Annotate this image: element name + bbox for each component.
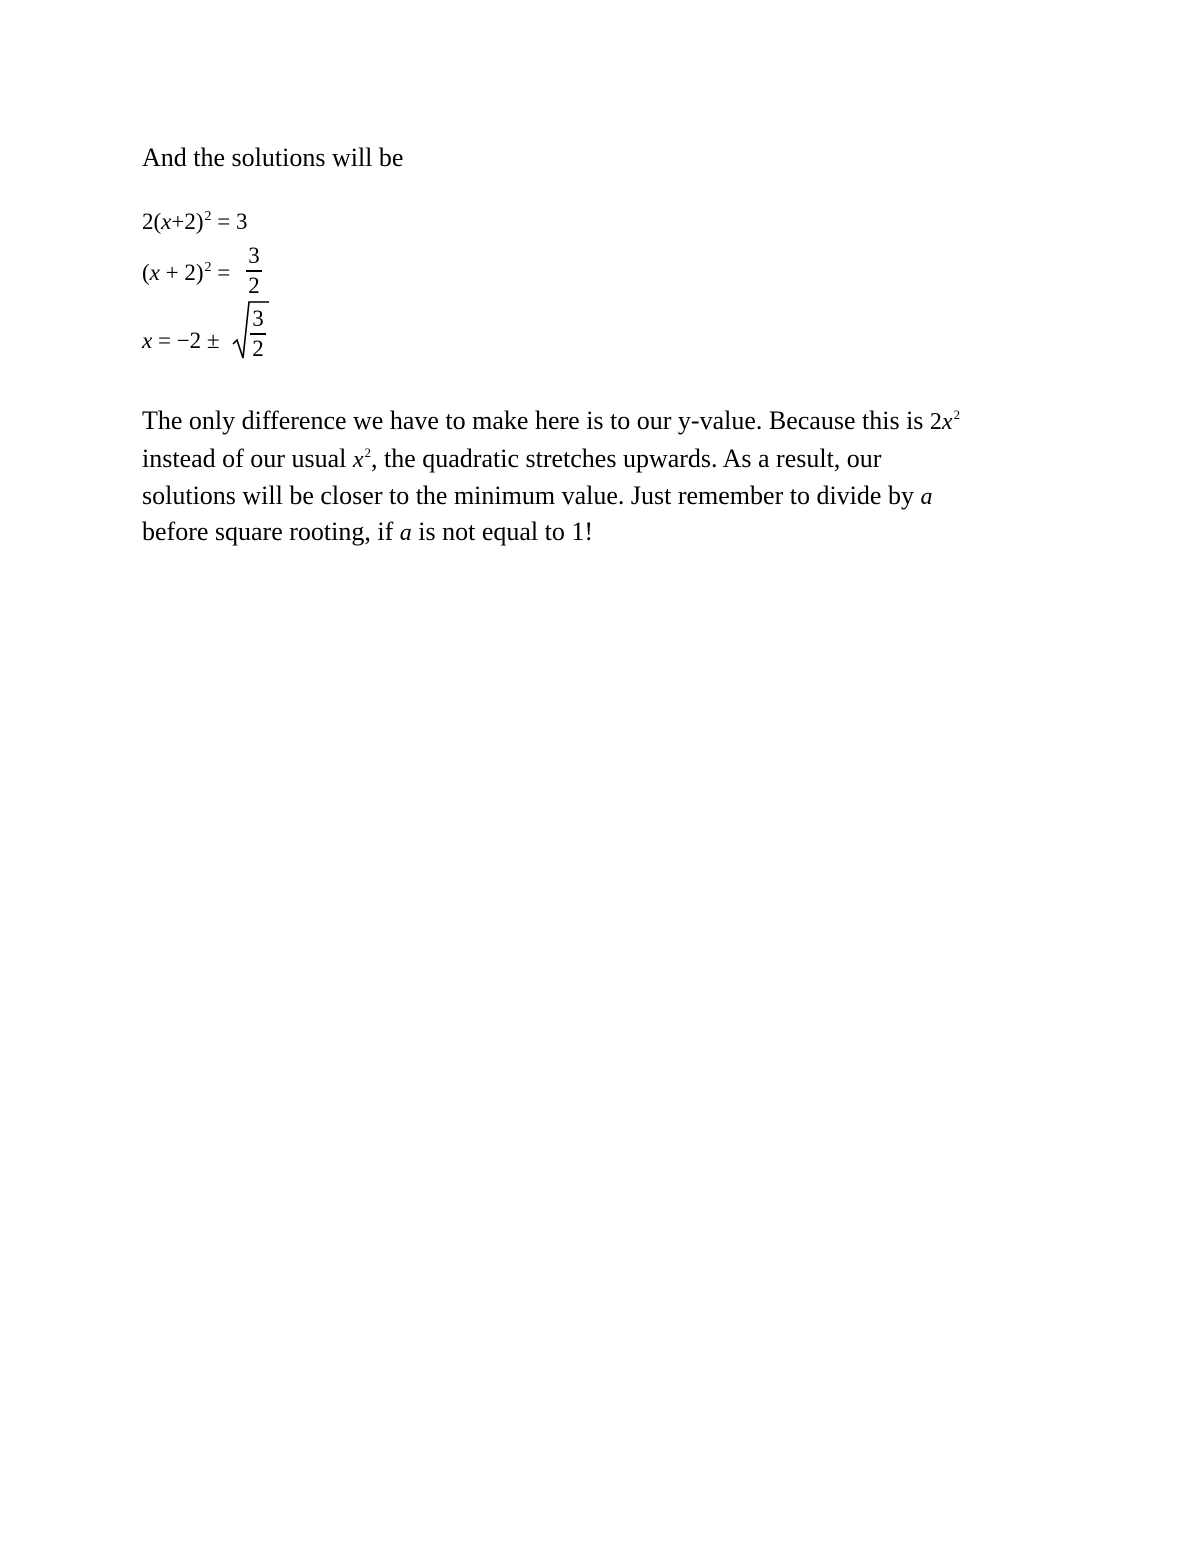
eq1-two: 2)	[184, 209, 204, 234]
eq1-rhs: = 3	[211, 209, 248, 234]
eq1-plus: +	[171, 209, 185, 234]
eq2-eq: =	[211, 260, 231, 285]
paragraph-line-2	[142, 442, 1062, 480]
paragraph-line-4-text-a: before square rooting, if	[142, 516, 400, 546]
eq1-var: x	[161, 209, 172, 234]
inline-var-a-2: a	[399, 519, 412, 546]
equation-1	[142, 209, 248, 235]
paragraph-line-1	[142, 404, 1062, 442]
eq2-fraction	[245, 244, 263, 298]
inline-math-x2-exponent: 2	[364, 444, 371, 460]
paragraph-line-4-text-b: is not equal to 1!	[411, 516, 594, 546]
eq1-coef: 2(	[142, 209, 162, 234]
equation-2	[142, 243, 260, 298]
eq2-two: 2)	[184, 260, 204, 285]
eq2-exponent: 2	[204, 260, 212, 275]
eq3-rhs: = −2 ±	[152, 328, 220, 353]
eq3-fraction	[249, 307, 267, 361]
inline-math-x2	[352, 444, 371, 473]
inline-math-exponent: 2	[953, 407, 961, 422]
inline-math-var: x	[941, 409, 953, 435]
explanation-paragraph	[142, 404, 1062, 550]
eq3-numerator: 3	[252, 306, 264, 331]
inline-var-a-1: a	[920, 484, 933, 510]
paragraph-line-2-text-a: instead of our usual	[142, 443, 353, 473]
eq2-var: x	[149, 260, 160, 285]
paragraph-line-4	[142, 515, 1062, 551]
eq2-numerator: 3	[248, 243, 260, 268]
paragraph-line-2-text-b: , the quadratic stretches upwards. As a result, our	[371, 443, 882, 473]
eq2-fraction-bar	[246, 270, 262, 272]
eq3-denominator: 2	[252, 335, 264, 361]
eq2-open: (	[142, 260, 150, 285]
inline-math-coef: 2	[929, 409, 942, 435]
eq1-exponent: 2	[204, 209, 212, 224]
equation-3	[142, 306, 264, 361]
eq3-var: x	[142, 328, 153, 353]
paragraph-line-3	[142, 479, 1062, 515]
paragraph-line-1-text: The only difference we have to make here is to our y-value. Because this is	[142, 406, 930, 435]
inline-math-2x2	[930, 409, 960, 435]
eq3-fraction-bar	[250, 333, 266, 335]
inline-math-x2-var: x	[352, 446, 364, 473]
intro-text: And the solutions will be	[142, 143, 404, 172]
eq2-denominator: 2	[248, 272, 260, 298]
eq2-plus: +	[159, 260, 185, 285]
paragraph-line-3-text: solutions will be closer to the minimum value. Just remember to divide by	[142, 481, 921, 510]
